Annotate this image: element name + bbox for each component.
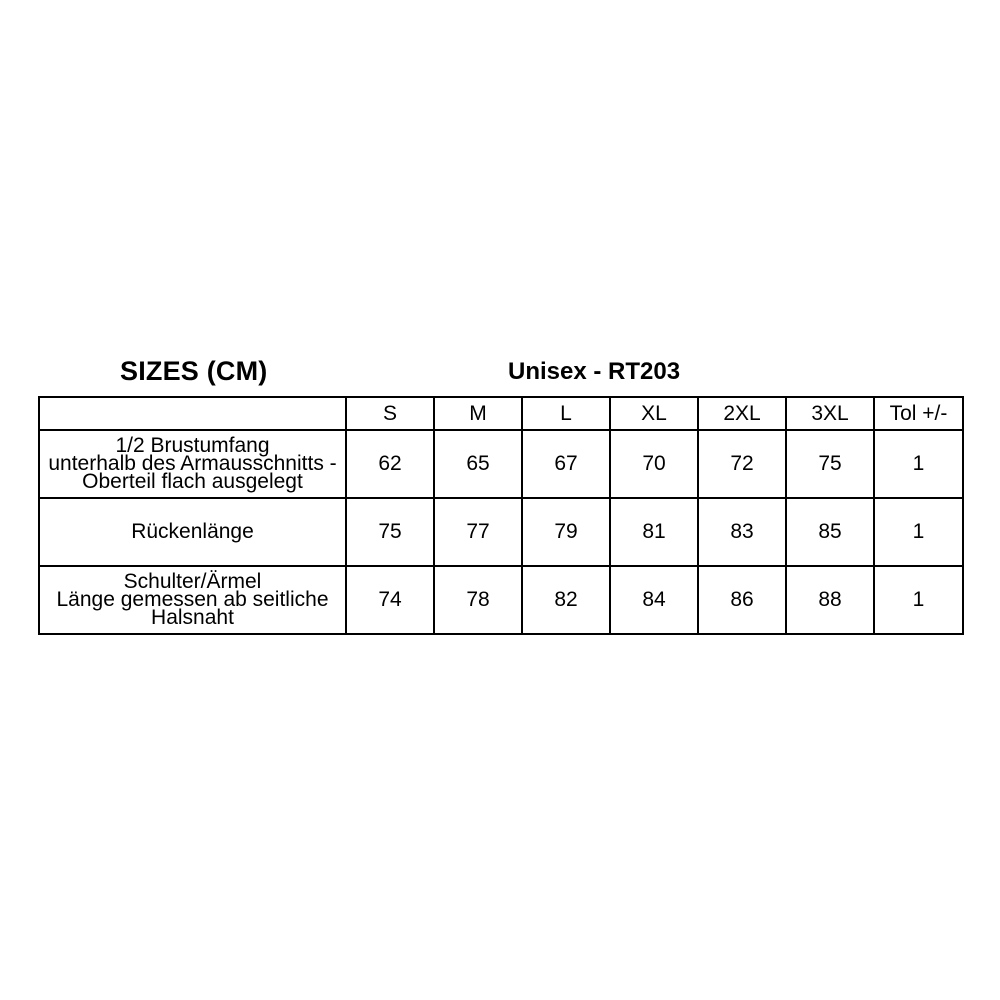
table-cell: 74	[346, 566, 434, 634]
table-cell: 78	[434, 566, 522, 634]
empty-corner-cell	[39, 397, 346, 430]
table-cell: 67	[522, 430, 610, 498]
table-cell: 65	[434, 430, 522, 498]
row-label	[39, 430, 346, 498]
table-cell: 70	[610, 430, 698, 498]
table-cell: 75	[786, 430, 874, 498]
column-header: XL	[610, 397, 698, 430]
table-cell: 86	[698, 566, 786, 634]
row-label-line: unterhalb des Armausschnitts -	[48, 452, 337, 475]
row-label-line: Länge gemessen ab seitliche Halsnaht	[56, 588, 329, 629]
row-label-line: Oberteil flach ausgelegt	[82, 470, 303, 493]
table-cell: 1	[874, 566, 963, 634]
size-chart-title: SIZES (CM)	[120, 356, 268, 386]
table-cell: 1	[874, 430, 963, 498]
column-header: S	[346, 397, 434, 430]
table-cell: 85	[786, 498, 874, 566]
row-label-line: 1/2 Brustumfang	[115, 434, 270, 457]
table-cell: 79	[522, 498, 610, 566]
row-label-line: Rückenlänge	[131, 520, 254, 543]
row-label-line: Schulter/Ärmel	[123, 570, 262, 593]
product-name: Unisex - RT203	[508, 358, 681, 385]
column-header: M	[434, 397, 522, 430]
table-cell: 75	[346, 498, 434, 566]
column-header: 2XL	[698, 397, 786, 430]
header-row	[39, 397, 963, 430]
table-cell: 84	[610, 566, 698, 634]
table-row	[39, 498, 963, 566]
row-label	[39, 498, 346, 566]
table-cell: 1	[874, 498, 963, 566]
column-header: L	[522, 397, 610, 430]
size-table	[38, 396, 964, 635]
table-cell: 62	[346, 430, 434, 498]
column-header: 3XL	[786, 397, 874, 430]
row-label	[39, 566, 346, 634]
table-cell: 83	[698, 498, 786, 566]
table-cell: 81	[610, 498, 698, 566]
table-cell: 82	[522, 566, 610, 634]
column-header: Tol +/-	[874, 397, 963, 430]
table-row	[39, 566, 963, 634]
table-cell: 77	[434, 498, 522, 566]
table-row	[39, 430, 963, 498]
table-cell: 72	[698, 430, 786, 498]
table-cell: 88	[786, 566, 874, 634]
